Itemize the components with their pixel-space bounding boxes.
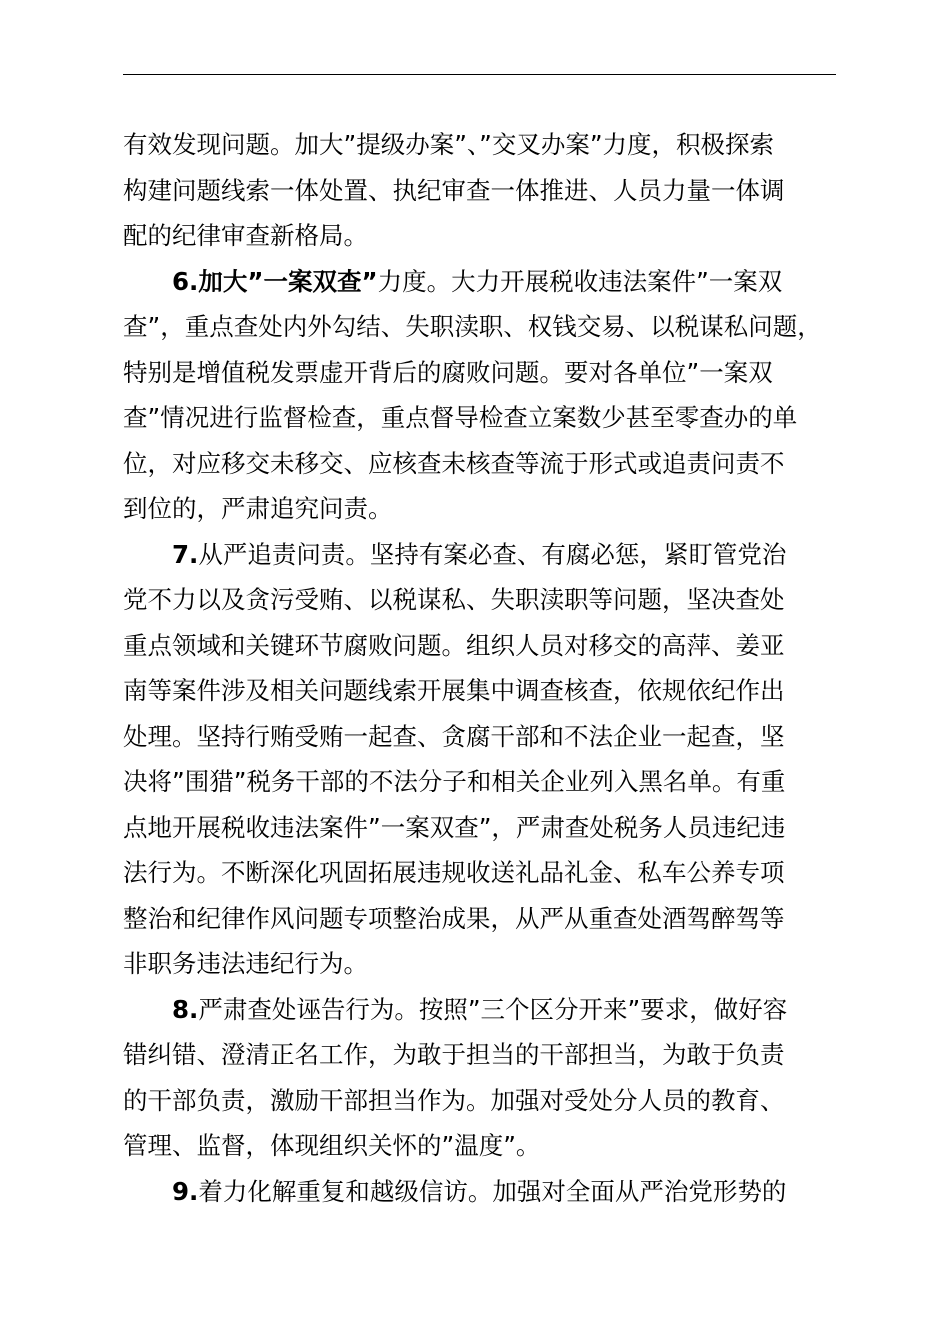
item-number: 9. [172, 1176, 199, 1206]
text-line: 点地开展税收违法案件”一案双查”，严肃查处税务人员违纪违 [123, 812, 786, 842]
text-line: 有效发现问题。加大”提级办案”、”交叉办案”力度，积极探索 [123, 130, 775, 159]
item-text: 着力化解重复和越级信访。加强对全面从严治党形势的 [198, 1176, 787, 1206]
text-line: 非职务违法违纪行为。 [123, 949, 368, 978]
item-emphasis: 加大”一案双查” [198, 266, 378, 296]
text-line: 配的纪律审查新格局。 [123, 221, 368, 250]
text-line: 处理。坚持行贿受贿一起查、贪腐干部和不法企业一起查，坚 [123, 721, 785, 751]
text-line: 决将”围猎”税务干部的不法分子和相关企业列入黑名单。有重 [123, 767, 786, 796]
item-number: 8. [172, 994, 199, 1024]
item-8-heading-line [123, 987, 843, 1033]
item-text: 力度。大力开展税收违法案件”一案双 [377, 266, 783, 296]
text-line: 重点领域和关键环节腐败问题。组织人员对移交的高萍、姜亚 [123, 630, 785, 660]
text-line: 整治和纪律作风问题专项整治成果，从严从重查处酒驾醉驾等 [123, 903, 785, 933]
text-line: 位，对应移交未移交、应核查未核查等流于形式或追责问责不 [123, 448, 785, 478]
text-line: 错纠错、澄清正名工作，为敢于担当的干部担当，为敢于负责 [123, 1040, 785, 1069]
item-6-heading-line [123, 259, 843, 305]
header-rule [123, 74, 836, 75]
item-text: 从严追责问责。坚持有案必查、有腐必惩，紧盯管党治 [198, 539, 787, 569]
item-number: 7. [172, 539, 199, 569]
item-text: 严肃查处诬告行为。按照”三个区分开来”要求，做好容 [198, 994, 788, 1024]
text-line: 构建问题线索一体处置、执纪审查一体推进、人员力量一体调 [123, 175, 785, 205]
text-line: 南等案件涉及相关问题线索开展集中调查核查，依规依纪作出 [123, 676, 785, 705]
body-text [123, 122, 843, 1214]
text-line: 党不力以及贪污受贿、以税谋私、失职渎职等问题，坚决查处 [123, 585, 785, 614]
text-line: 管理、监督，体现组织关怀的”温度”。 [123, 1131, 541, 1160]
item-number: 6. [172, 266, 199, 296]
text-line: 法行为。不断深化巩固拓展违规收送礼品礼金、私车公养专项 [123, 858, 785, 887]
text-line: 查”情况进行监督检查，重点督导检查立案数少甚至零查办的单 [123, 403, 798, 432]
text-line: 的干部负责，激励干部担当作为。加强对受处分人员的教育、 [123, 1085, 785, 1115]
item-9-heading-line [123, 1169, 843, 1215]
text-line: 特别是增值税发票虚开背后的腐败问题。要对各单位”一案双 [123, 357, 773, 387]
text-line: 查”，重点查处内外勾结、失职渎职、权钱交易、以税谋私问题， [123, 312, 822, 341]
item-7-heading-line [123, 532, 843, 578]
text-line: 到位的，严肃追究问责。 [123, 494, 393, 523]
